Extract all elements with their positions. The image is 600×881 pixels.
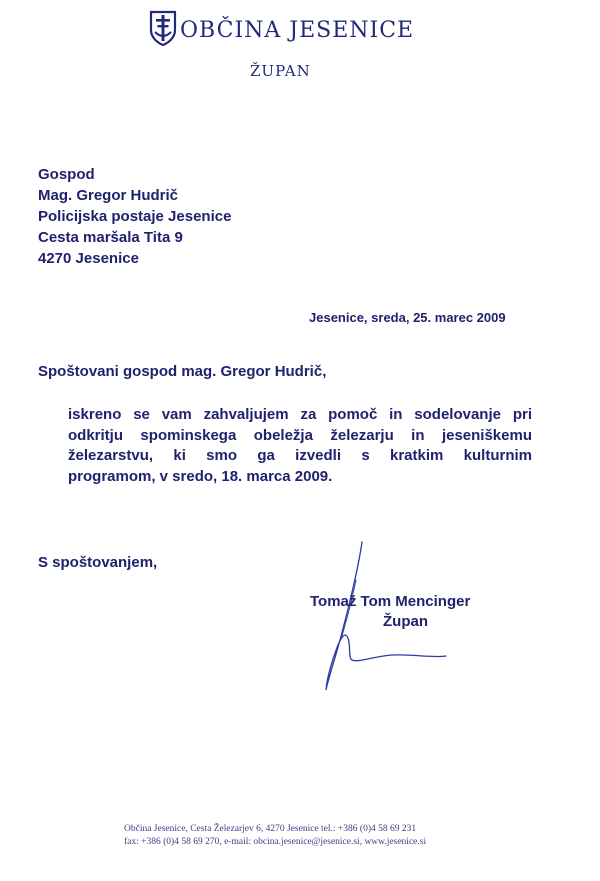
salutation: Spoštovani gospod mag. Gregor Hudrič, — [38, 363, 327, 380]
closing: S spoštovanjem, — [38, 554, 158, 571]
signatory-name: Tomaž Tom Mencinger — [310, 593, 471, 610]
body-line: programom, v sredo, 18. marca 2009. — [68, 467, 333, 485]
letterhead — [148, 10, 448, 50]
municipal-crest-icon — [148, 10, 178, 46]
body-line: železarstvu, ki smo ga izvedli s kratkim kulturnim — [68, 447, 532, 464]
recipient-line: 4270 Jesenice — [38, 250, 139, 267]
signatory — [310, 592, 470, 632]
date-line: Jesenice, sreda, 25. marec 2009 — [309, 310, 506, 325]
body-line: iskreno se vam zahvaljujem za pomoč in sodelovanje pri — [68, 406, 532, 423]
office-title: ŽUPAN — [250, 62, 311, 80]
recipient-line: Cesta maršala Tita 9 — [38, 229, 183, 246]
footer-contact-line: fax: +386 (0)4 58 69 270, e-mail: obcina.jesenice@jesenice.si, www.jesenice.si — [124, 837, 427, 847]
letter-body — [68, 405, 532, 487]
recipient-line: Gospod — [38, 166, 95, 183]
body-line: odkritju spominskega obeležja železarju in jeseniškemu — [68, 426, 532, 444]
footer-address-line: Občina Jesenice, Cesta Železarjev 6, 4270 Jesenice tel.: +386 (0)4 58 69 231 — [124, 824, 417, 834]
signatory-role: Župan — [383, 613, 428, 630]
footer-contact — [124, 823, 464, 849]
recipient-line: Policijska postaje Jesenice — [38, 208, 232, 225]
recipient-line: Mag. Gregor Hudrič — [38, 187, 179, 204]
recipient-address — [38, 164, 231, 269]
municipality-name: OBČINA JESENICE — [180, 18, 415, 43]
